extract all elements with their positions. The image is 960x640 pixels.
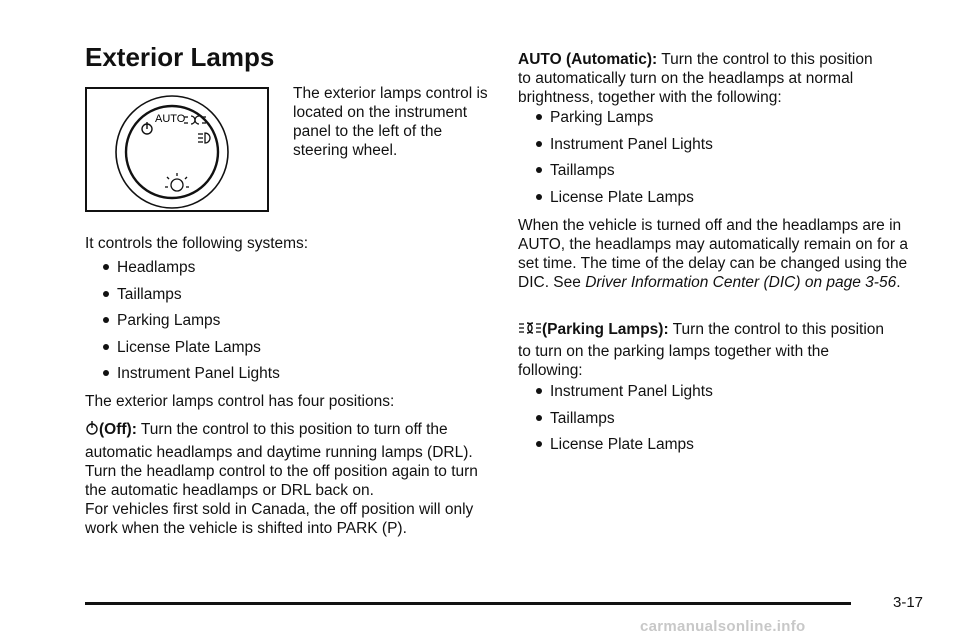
list-item: Taillamps <box>536 161 713 188</box>
footer-rule <box>85 602 851 605</box>
list-item: Instrument Panel Lights <box>536 135 713 162</box>
parking-items-list <box>536 382 713 462</box>
list-item: Instrument Panel Lights <box>536 382 713 409</box>
list-item: License Plate Lamps <box>103 338 280 365</box>
list-item: License Plate Lamps <box>536 188 713 215</box>
systems-list <box>103 258 280 391</box>
list-item: Instrument Panel Lights <box>103 364 280 391</box>
list-item: Parking Lamps <box>103 311 280 338</box>
list-item: Headlamps <box>103 258 280 285</box>
list-item: Taillamps <box>103 285 280 312</box>
power-off-icon <box>85 420 99 436</box>
list-item: Taillamps <box>536 409 713 436</box>
intro-paragraph: The exterior lamps control is located on the instrument panel to the left of the steering wheel. <box>293 85 488 159</box>
parking-lamps-icon <box>518 320 542 336</box>
dome-lamp-icon <box>165 173 189 191</box>
auto-paragraph-line1 <box>518 50 928 69</box>
auto-label: AUTO (Automatic): <box>518 51 658 68</box>
canada-paragraph: For vehicles first sold in Canada, the off position will only work when the vehicle is shifted into PARK (P). <box>85 501 474 537</box>
delay-paragraph <box>518 216 926 292</box>
auto-text-start: Turn the control to this position <box>661 51 873 68</box>
parking-paragraph-rest: to turn on the parking lamps together with the following: <box>518 343 830 379</box>
off-paragraph-rest: automatic headlamps and daytime running lamps (DRL). Turn the headlamp control to the off position again to turn the automatic headlamps or DRL back on. <box>85 444 478 499</box>
page-number: 3-17 <box>893 594 924 611</box>
systems-heading: It controls the following systems: <box>85 235 309 252</box>
page-title: Exterior Lamps <box>85 42 275 72</box>
dic-reference-link[interactable]: Driver Information Center (DIC) on page 3-56 <box>585 274 897 291</box>
parking-label: (Parking Lamps): <box>542 321 669 338</box>
list-item: Parking Lamps <box>536 108 713 135</box>
delay-text: When the vehicle is turned off and the headlamps are in AUTO, the headlamps may automatically remain on for a set time. The time of the delay can be changed using the DIC. See <box>518 217 908 291</box>
parking-text-start: Turn the control to this position <box>672 321 885 338</box>
delay-end: . <box>896 274 901 291</box>
headlamp-control-figure <box>85 87 269 212</box>
off-label: (Off): <box>99 421 137 438</box>
auto-paragraph-rest: to automatically turn on the headlamps at normal brightness, together with the following: <box>518 70 854 106</box>
positions-heading: The exterior lamps control has four positions: <box>85 393 395 410</box>
list-item: License Plate Lamps <box>536 435 713 462</box>
headlamp-position-icon <box>198 133 210 143</box>
off-paragraph-line1 <box>85 420 495 439</box>
watermark: carmanualsonline.info <box>640 618 806 635</box>
parking-paragraph-line1 <box>518 320 928 339</box>
off-position-icon <box>142 122 152 134</box>
auto-position-label: AUTO <box>155 113 186 125</box>
auto-items-list <box>536 108 713 214</box>
off-text-start: Turn the control to this position to turn off the <box>140 421 448 438</box>
parking-lamp-position-icon <box>184 116 206 124</box>
